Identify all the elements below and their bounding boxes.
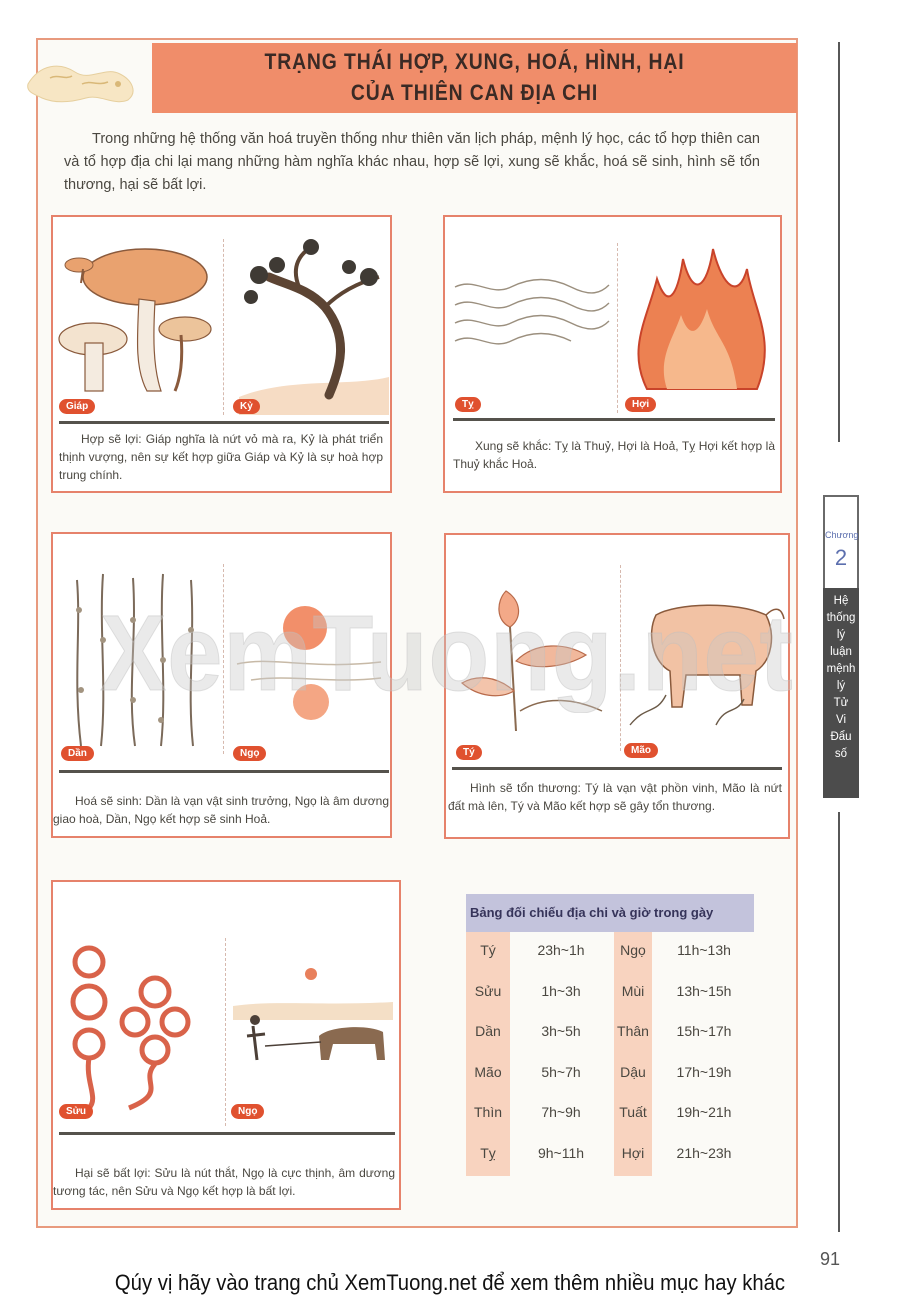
- water-waves-illustration: [451, 247, 611, 397]
- table-cell: Tỵ: [480, 1145, 496, 1161]
- chapter-title-box: [823, 588, 859, 798]
- watermark: XemTuong.net: [100, 592, 794, 713]
- table-cell: 23h~1h: [537, 942, 585, 958]
- sun-clouds-illustration: [231, 584, 387, 734]
- intro-paragraph: Trong những hệ thống văn hoá truyền thống như thiên văn lịch pháp, mệnh lý học, các tổ hợp thiên can và tổ hợp địa chi lại mang những hàm nghĩa khác nhau, hợp sẽ lợi, xung sẽ khắc, hoá sẽ sinh, hình sẽ tổn thương, hại sẽ bất lợi.: [64, 131, 760, 193]
- label-hoi: Hợi: [625, 397, 656, 412]
- table-cell: Ngọ: [620, 942, 646, 958]
- label-ngo: Ngọ: [231, 1104, 264, 1119]
- title-line-1: TRẠNG THÁI HỢP, XUNG, HOÁ, HÌNH, HẠI: [264, 49, 685, 74]
- label-giap: Giáp: [59, 399, 95, 414]
- table-cell: Tý: [480, 942, 496, 958]
- fire-illustration: [627, 239, 777, 409]
- table-cell: 19h~21h: [676, 1104, 732, 1120]
- chapter-title-word: Vi: [835, 714, 847, 726]
- table-cell: 11h~13h: [677, 942, 731, 958]
- decorative-dragon-image: [20, 44, 150, 110]
- table-cell: 5h~7h: [541, 1064, 581, 1080]
- table-cell: Dần: [475, 1023, 501, 1039]
- sidebar-line: [838, 42, 840, 442]
- table-cell: Thân: [617, 1023, 649, 1039]
- knot-illustration: [59, 932, 223, 1112]
- table-cell: 21h~23h: [676, 1145, 732, 1161]
- divider: [59, 1132, 395, 1135]
- chapter-number: 2: [834, 545, 848, 570]
- panel-caption: Hoá sẽ sinh: Dần là vạn vật sinh trưởng, Ngọ là âm dương giao hoà, Dần, Ngọ kết hợp sẽ sinh Hoả.: [53, 794, 389, 826]
- table-cell: Mão: [474, 1064, 502, 1080]
- panel-caption: Hại sẽ bất lợi: Sửu là nút thắt, Ngọ là cực thịnh, âm dương tương tác, nên Sửu và Ngọ kết hợp là bất lợi.: [53, 1166, 395, 1198]
- table-cell: Mùi: [621, 983, 645, 999]
- chapter-tab: [823, 495, 859, 595]
- divider: [59, 421, 389, 424]
- chapter-title-word: lý: [836, 629, 846, 641]
- label-dan: Dần: [61, 746, 94, 761]
- table-cell: 9h~11h: [537, 1145, 585, 1161]
- tree-illustration: [229, 237, 389, 415]
- chapter-title-word: Đẩu: [830, 731, 852, 743]
- page-number: 91: [820, 1249, 841, 1269]
- farmer-ox-illustration: [233, 956, 393, 1076]
- label-suu: Sửu: [59, 1104, 93, 1119]
- table-cell: Thìn: [473, 1104, 502, 1120]
- divider: [59, 770, 389, 773]
- table-column-bg: [614, 932, 652, 1176]
- panel-hinh: [444, 533, 790, 839]
- divider: [452, 767, 782, 770]
- panel-caption: Hợp sẽ lợi: Giáp nghĩa là nứt vỏ mà ra, Kỷ là phát triển thịnh vượng, nên sự kết hợp giữa Giáp và Kỷ là sự hoà hợp trung chính.: [59, 432, 383, 482]
- panel-hai: [51, 880, 401, 1210]
- table-cell: Dậu: [620, 1064, 646, 1080]
- label-ky: Kỷ: [233, 399, 260, 414]
- panel-caption: Hình sẽ tổn thương: Tý là vạn vật phồn vinh, Mão là nứt đất mà lên, Tý và Mão kết hợp sẽ gây tổn thương.: [448, 781, 782, 813]
- panel-hop: [51, 215, 392, 493]
- label-ngo: Ngọ: [233, 746, 266, 761]
- table-column-bg: [466, 932, 510, 1176]
- chapter-title: [823, 593, 859, 763]
- page-title: [152, 43, 797, 113]
- mushroom-illustration: [57, 239, 219, 414]
- table-cell: 7h~9h: [541, 1104, 581, 1120]
- table-cell: 13h~15h: [676, 983, 732, 999]
- table-cell: 1h~3h: [541, 983, 581, 999]
- vines-illustration: [63, 570, 217, 750]
- table-title: Bảng đối chiếu địa chi và giờ trong gày: [466, 894, 754, 932]
- footer-link-text[interactable]: Qúy vị hãy vào trang chủ XemTuong.net để xem thêm nhiều mục hay khác: [114, 1270, 786, 1295]
- hour-correspondence-table: [466, 894, 754, 1176]
- table-cell: Sửu: [474, 983, 502, 999]
- table-cell: Hợi: [621, 1145, 645, 1161]
- panel-caption: Xung sẽ khắc: Tỵ là Thuỷ, Hợi là Hoả, Tỵ Hợi kết hợp là Thuỷ khắc Hoả.: [453, 439, 775, 471]
- table-cell: Tuất: [619, 1104, 647, 1120]
- chapter-title-word: Hệ: [833, 595, 849, 607]
- chapter-title-word: số: [834, 748, 848, 760]
- chapter-title-word: luận: [830, 646, 852, 658]
- table-cell: 3h~5h: [541, 1023, 581, 1039]
- label-ty: Tỵ: [455, 397, 481, 412]
- chapter-title-word: thống: [826, 612, 856, 624]
- label-ty-mouse: Tý: [456, 745, 482, 760]
- ox-illustration: [626, 575, 786, 735]
- sidebar-line: [838, 812, 840, 1232]
- table-cell: 17h~19h: [676, 1064, 732, 1080]
- title-line-2: CỦA THIÊN CAN ĐỊA CHI: [350, 80, 599, 105]
- divider: [453, 418, 775, 421]
- label-mao: Mão: [624, 743, 658, 758]
- table-cell: 15h~17h: [676, 1023, 732, 1039]
- panel-hoa: [51, 532, 392, 838]
- chapter-label: Chương: [825, 530, 859, 540]
- chapter-title-word: mệnh: [826, 663, 856, 675]
- chapter-title-word: Tử: [833, 697, 849, 709]
- chapter-title-word: lý: [836, 680, 846, 692]
- panel-xung: [443, 215, 782, 493]
- plants-illustration: [456, 571, 614, 741]
